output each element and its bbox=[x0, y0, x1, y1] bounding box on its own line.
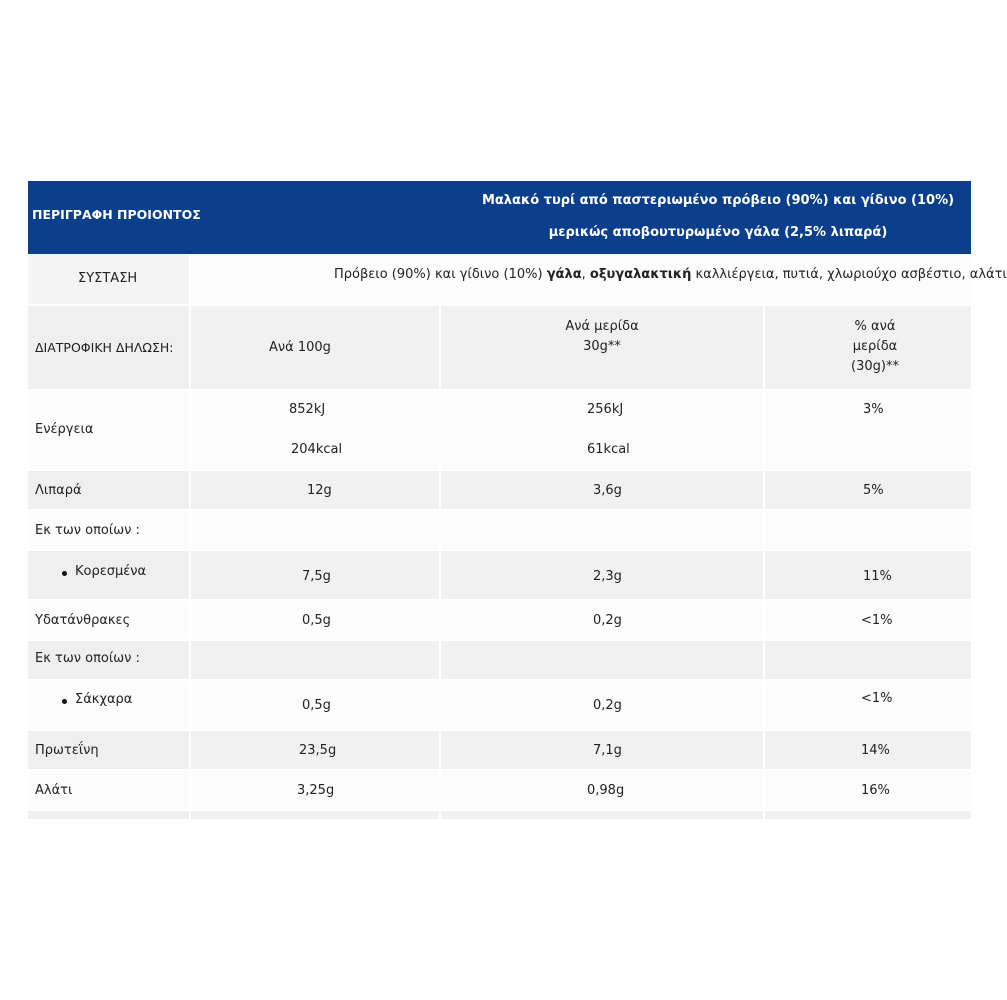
product-description-label: ΠΕΡΙΓΡΑΦΗ ΠΡΟΙΟΝΤΟΣ bbox=[32, 207, 201, 222]
energy-label-cell bbox=[28, 391, 191, 469]
fat-row bbox=[28, 471, 971, 511]
carbs-serving-cell bbox=[441, 601, 765, 639]
product-description-text bbox=[460, 185, 976, 249]
nutrition-label: ΔΙΑΤΡΟΦΙΚΗ ΔΗΛΩΣΗ: bbox=[35, 340, 174, 355]
saturated-row bbox=[28, 551, 971, 601]
composition-text bbox=[334, 267, 1007, 282]
saturated-serving-cell bbox=[441, 551, 765, 599]
of-which-label-1: Εκ των οποίων : bbox=[35, 523, 140, 538]
empty-cell bbox=[28, 811, 191, 819]
protein-serving: 7,1g bbox=[593, 743, 622, 758]
sugars-serving: 0,2g bbox=[593, 698, 622, 713]
per-serving-header-cell bbox=[441, 306, 765, 389]
carbs-label: Υδατάνθρακες bbox=[35, 613, 131, 628]
per100-header: Ανά 100g bbox=[269, 340, 331, 355]
nutrition-label-cell bbox=[28, 306, 191, 389]
protein-label: Πρωτεΐνη bbox=[35, 743, 99, 758]
pct-header-cell bbox=[765, 306, 971, 389]
pct-header-line-1: % ανά bbox=[854, 319, 896, 334]
saturated-per100: 7,5g bbox=[302, 569, 331, 584]
product-description-line-2: μερικώς αποβουτυρωμένο γάλα (2,5% λιπαρά) bbox=[548, 225, 888, 240]
of-which-row-1 bbox=[28, 511, 971, 551]
energy-row bbox=[28, 391, 971, 471]
sugars-row bbox=[28, 681, 971, 731]
saturated-per100-cell bbox=[191, 551, 441, 599]
energy-serving-kcal: 61kcal bbox=[587, 442, 630, 457]
per-serving-header-line-2: 30g** bbox=[583, 339, 621, 354]
salt-label: Αλάτι bbox=[35, 783, 73, 798]
sugars-serving-cell bbox=[441, 681, 765, 729]
energy-serving-kj: 256kJ bbox=[587, 402, 624, 417]
protein-label-cell bbox=[28, 731, 191, 769]
empty-cell bbox=[191, 811, 441, 819]
energy-label: Ενέργεια bbox=[35, 422, 94, 437]
fat-pct-cell bbox=[765, 471, 971, 509]
empty-cell bbox=[191, 641, 441, 679]
composition-text-part-3: καλλιέργεια, πυτιά, χλωριούχο ασβέστιο, αλάτι bbox=[691, 267, 1007, 282]
saturated-label-cell bbox=[28, 551, 191, 599]
sugars-per100: 0,5g bbox=[302, 698, 331, 713]
pct-header-line-3: (30g)** bbox=[851, 359, 899, 374]
energy-pct: 3% bbox=[863, 402, 884, 417]
salt-pct-cell bbox=[765, 771, 971, 809]
of-which-label-2: Εκ των οποίων : bbox=[35, 651, 140, 666]
saturated-label: Κορεσμένα bbox=[75, 564, 147, 579]
per100-header-cell bbox=[191, 306, 441, 389]
product-description-header bbox=[28, 181, 971, 254]
trailing-row bbox=[28, 811, 971, 819]
energy-pct-cell bbox=[765, 391, 971, 469]
empty-cell bbox=[765, 641, 971, 679]
per-serving-header-line-1: Ανά μερίδα bbox=[565, 319, 639, 334]
saturated-serving: 2,3g bbox=[593, 569, 622, 584]
protein-per100-cell bbox=[191, 731, 441, 769]
protein-per100: 23,5g bbox=[299, 743, 337, 758]
carbs-pct-cell bbox=[765, 601, 971, 639]
fat-pct: 5% bbox=[863, 483, 884, 498]
nutrition-header-row bbox=[28, 306, 971, 391]
sugars-label: Σάκχαρα bbox=[75, 692, 133, 707]
salt-label-cell bbox=[28, 771, 191, 809]
empty-cell bbox=[441, 641, 765, 679]
empty-cell bbox=[765, 811, 971, 819]
salt-per100-cell bbox=[191, 771, 441, 809]
sugars-pct: <1% bbox=[861, 691, 893, 706]
composition-label: ΣΥΣΤΑΣΗ bbox=[78, 271, 138, 286]
composition-text-part-2: , bbox=[581, 267, 590, 282]
composition-text-part-1: Πρόβειο (90%) και γίδινο (10%) bbox=[334, 267, 547, 282]
composition-row bbox=[28, 254, 1007, 306]
saturated-pct-cell bbox=[765, 551, 971, 599]
salt-serving: 0,98g bbox=[587, 783, 625, 798]
salt-pct: 16% bbox=[861, 783, 890, 798]
composition-text-bold-1: γάλα bbox=[546, 267, 582, 282]
of-which-label-cell-2 bbox=[28, 641, 191, 679]
protein-row bbox=[28, 731, 971, 771]
fat-per100-cell bbox=[191, 471, 441, 509]
sugars-per100-cell bbox=[191, 681, 441, 729]
carbs-row bbox=[28, 601, 971, 641]
fat-label-cell bbox=[28, 471, 191, 509]
of-which-row-2 bbox=[28, 641, 971, 681]
composition-text-bold-2: οξυγαλακτική bbox=[589, 267, 692, 282]
per-serving-header bbox=[441, 317, 763, 357]
carbs-per100-cell bbox=[191, 601, 441, 639]
sugars-label-cell bbox=[28, 681, 191, 729]
fat-per100: 12g bbox=[307, 483, 332, 498]
energy-per100-cell bbox=[191, 391, 441, 469]
nutrition-table bbox=[28, 181, 1007, 819]
saturated-pct: 11% bbox=[863, 569, 892, 584]
composition-label-cell bbox=[28, 254, 191, 304]
protein-pct: 14% bbox=[861, 743, 890, 758]
carbs-per100: 0,5g bbox=[302, 613, 331, 628]
empty-cell bbox=[765, 511, 971, 549]
protein-serving-cell bbox=[441, 731, 765, 769]
composition-text-cell bbox=[191, 254, 1007, 304]
energy-per100-kcal: 204kcal bbox=[291, 442, 343, 457]
bullet-icon bbox=[62, 699, 67, 704]
bullet-icon bbox=[62, 571, 67, 576]
empty-cell bbox=[441, 811, 765, 819]
carbs-label-cell bbox=[28, 601, 191, 639]
fat-label: Λιπαρά bbox=[35, 483, 82, 498]
carbs-serving: 0,2g bbox=[593, 613, 622, 628]
empty-cell bbox=[441, 511, 765, 549]
pct-header bbox=[815, 317, 935, 377]
protein-pct-cell bbox=[765, 731, 971, 769]
fat-serving: 3,6g bbox=[593, 483, 622, 498]
energy-serving-cell bbox=[441, 391, 765, 469]
salt-row bbox=[28, 771, 971, 811]
sugars-pct-cell bbox=[765, 681, 971, 729]
carbs-pct: <1% bbox=[861, 613, 893, 628]
salt-per100: 3,25g bbox=[297, 783, 335, 798]
empty-cell bbox=[191, 511, 441, 549]
pct-header-line-2: μερίδα bbox=[852, 339, 898, 354]
of-which-label-cell-1 bbox=[28, 511, 191, 549]
product-description-line-1: Μαλακό τυρί από παστεριωμένο πρόβειο (90%) και γίδινο (10%) bbox=[481, 193, 955, 208]
fat-serving-cell bbox=[441, 471, 765, 509]
salt-serving-cell bbox=[441, 771, 765, 809]
energy-per100-kj: 852kJ bbox=[289, 402, 326, 417]
